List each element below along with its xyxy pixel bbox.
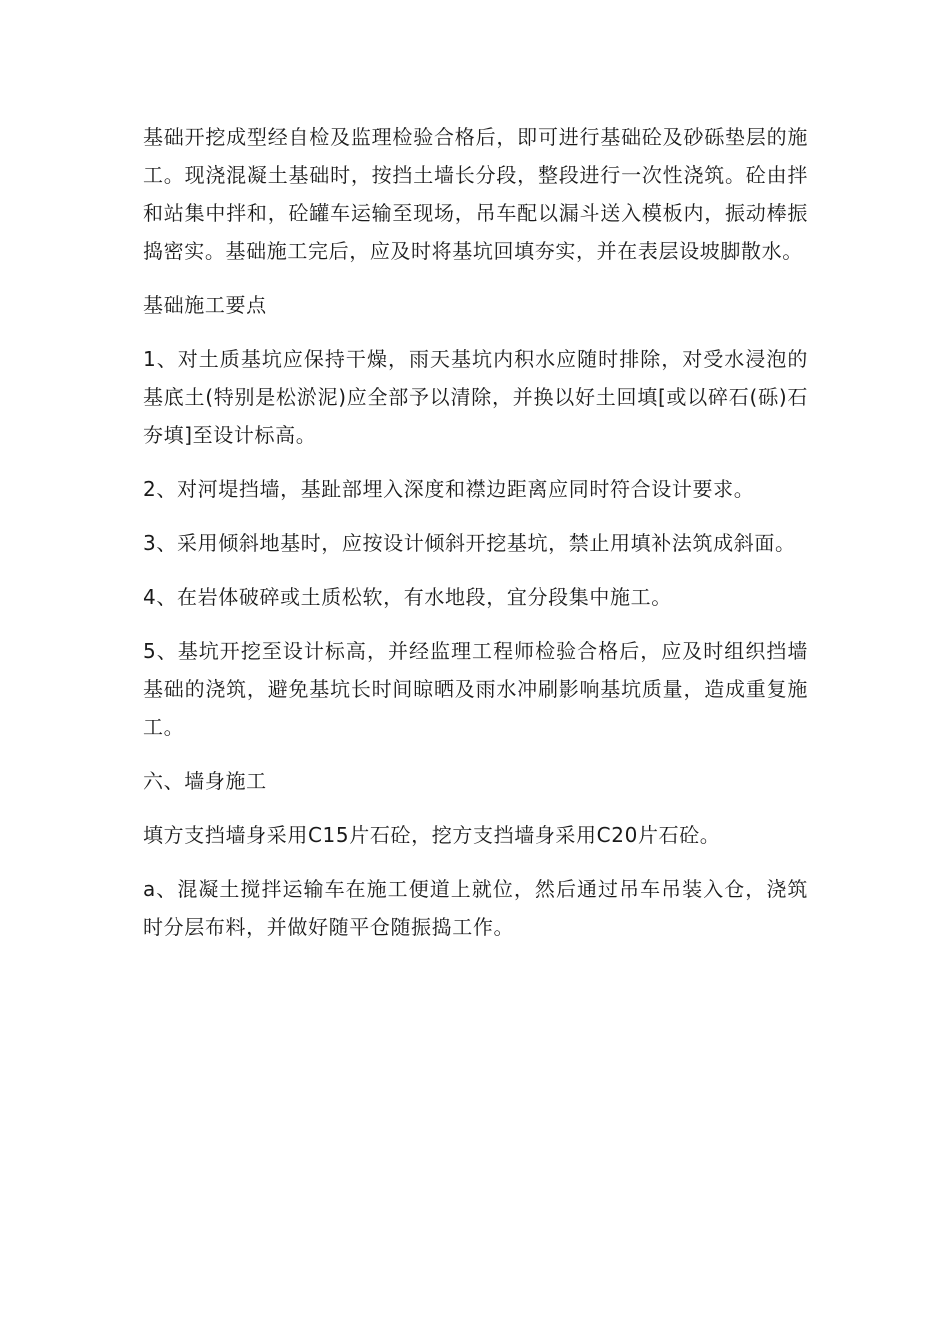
list-item-5: 5、基坑开挖至设计标高，并经监理工程师检验合格后，应及时组织挡墙基础的浇筑，避免基坑长时间晾晒及雨水冲刷影响基坑质量，造成重复施工。 — [143, 639, 808, 739]
paragraph-wall-concrete: 填方支挡墙身采用C15片石砼，挖方支挡墙身采用C20片石砼。 — [143, 823, 721, 847]
list-item-2: 2、对河堤挡墙，基趾部埋入深度和襟边距离应同时符合设计要求。 — [143, 477, 755, 501]
paragraph-foundation-construction: 基础开挖成型经自检及监理检验合格后，即可进行基础砼及砂砾垫层的施工。现浇混凝土基础时，按挡土墙长分段，整段进行一次性浇筑。砼由拌和站集中拌和，砼罐车运输至现场，吊车配以漏斗送入模板内，振动棒振捣密实。基础施工完后，应及时将基坑回填夯实，并在表层设坡脚散水。 — [143, 125, 808, 263]
list-item-a: a、混凝土搅拌运输车在施工便道上就位，然后通过吊车吊装入仓，浇筑时分层布料，并做好随平仓随振捣工作。 — [143, 877, 808, 939]
section-heading-wall-construction: 六、墙身施工 — [143, 769, 267, 793]
document-body — [143, 118, 808, 962]
list-item-1: 1、对土质基坑应保持干燥，雨天基坑内积水应随时排除，对受水浸泡的基底土(特别是松淤泥)应全部予以清除，并换以好土回填[或以碎石(砾)石夯填]至设计标高。 — [143, 347, 808, 447]
list-item-4: 4、在岩体破碎或土质松软，有水地段，宜分段集中施工。 — [143, 585, 672, 609]
list-item-3: 3、采用倾斜地基时，应按设计倾斜开挖基坑，禁止用填补法筑成斜面。 — [143, 531, 796, 555]
section-heading-foundation-key-points: 基础施工要点 — [143, 293, 267, 317]
